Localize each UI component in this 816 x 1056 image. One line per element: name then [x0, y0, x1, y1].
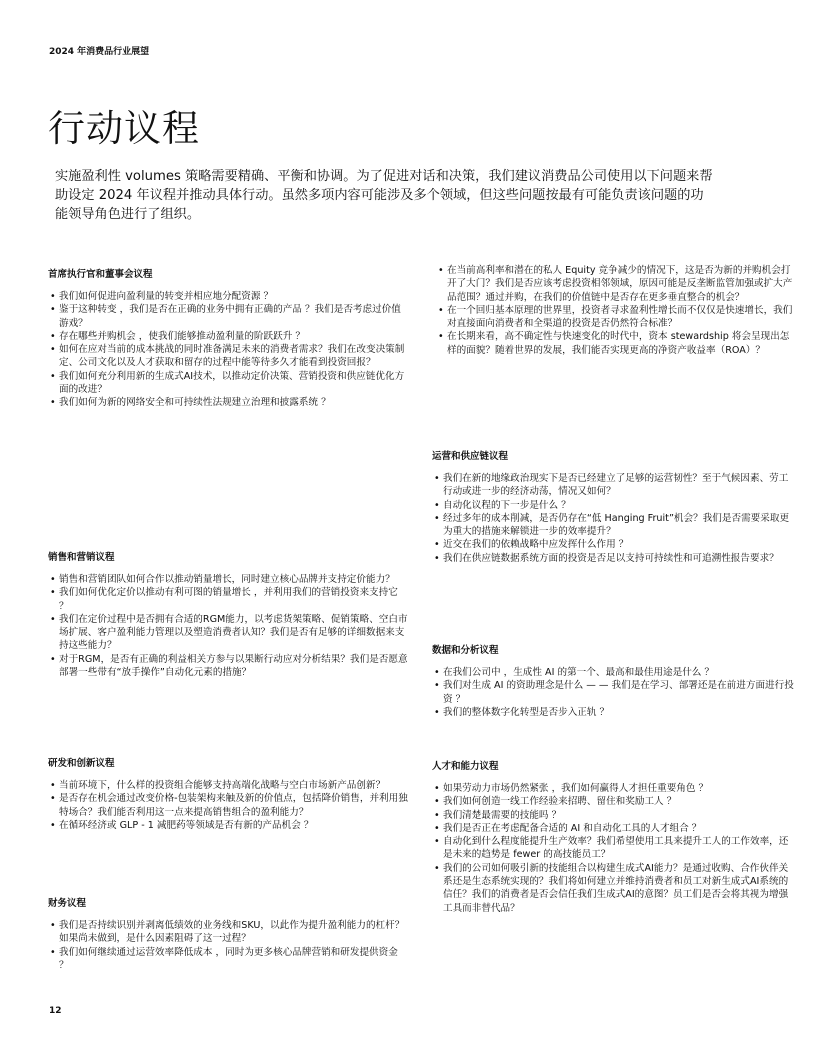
bullet-icon: •	[50, 291, 56, 302]
bullet-icon: •	[434, 796, 440, 808]
list-item	[432, 666, 794, 679]
list-item	[432, 512, 794, 539]
bullet-icon: •	[50, 344, 56, 356]
list-item	[48, 819, 408, 832]
list-item-text: 我们如何充分利用新的生成式AI技术，以推动定价决策、营销投资和供应链优化方面的改进？	[59, 370, 405, 396]
bullet-icon: •	[50, 653, 56, 665]
bullet-icon: •	[50, 613, 56, 625]
section-finance	[48, 895, 408, 972]
section-heading: 运营和供应链议程	[432, 451, 509, 462]
list-item-text: 我们清楚最需要的技能吗 ？	[443, 809, 562, 821]
list-item-text: 我们如何促进向盈利量的转变并相应地分配资源 ？	[59, 291, 274, 302]
bullet-list	[432, 472, 794, 565]
list-item-text: 我们在供应链数据系统方面的投资是否足以支持可持续性和可追溯性报告要求？	[443, 552, 779, 564]
list-item	[432, 795, 794, 808]
section-rnd	[48, 755, 408, 832]
bullet-icon: •	[50, 587, 56, 599]
list-item-text: 我们如何为新的网络安全和可持续性法规建立治理和披露系统 ？	[59, 397, 331, 409]
list-item-text: 我们如何创造一线工作经验来招聘、留住和奖励工人 ？	[443, 796, 677, 808]
list-item-text: 我们是否正在考虑配备合适的 AI 和自动化工具的人才组合 ？	[443, 822, 702, 834]
bullet-icon: •	[434, 499, 440, 511]
list-item-text: 近交在我们的依赖战略中应发挥什么作用 ？	[443, 539, 629, 551]
page-number: 12	[49, 1006, 62, 1016]
list-item	[432, 862, 794, 915]
list-item	[48, 303, 408, 330]
list-item-text: 对于RGM，是否有正确的利益相关方参与以果断行动应对分析结果？我们是否愿意部署一些带有“放手操作”自动化元素的措施？	[59, 653, 408, 679]
bullet-icon: •	[434, 809, 440, 821]
bullet-list	[432, 782, 794, 915]
section-heading: 数据和分析议程	[432, 645, 499, 656]
list-item	[432, 706, 794, 719]
bullet-list	[48, 573, 408, 679]
list-item-text: 是否存在机会通过改变价格-包装架构来触及新的价值点，包括降价销售，并利用独特场合？我们能否利用这一点来提高销售组合的盈利能力？	[59, 793, 408, 818]
list-item	[432, 472, 794, 499]
list-item	[48, 946, 408, 973]
list-item-text: 经过多年的成本削减，是否仍存在“低 Hanging Fruit”机会？我们是否需要采取更为重大的措施来解锁进一步的效率提升？	[443, 512, 790, 538]
bullet-icon: •	[50, 397, 56, 409]
list-item-text: 自动化到什么程度能提升生产效率？我们希望使用工具来提升工人的工作效率，还是未来的趋势是 fewer 的高技能员工？	[443, 836, 789, 861]
bullet-list	[48, 919, 408, 972]
intro-paragraph: 实施盈利性 volumes 策略需要精确、平衡和协调。为了促进对话和决策，我们建议消费品公司使用以下问题来帮助设定 2024 年议程并推动具体行动。虽然多项内容可能涉及多个领域，但这些问题按最有可能负责该问题的功能领导角色进行了组织。	[55, 169, 713, 222]
section-operations	[432, 448, 794, 565]
list-item-text: 在当前高利率和潜在的私人 Equity 竞争减少的情况下，这是否为新的并购机会打开了大门？我们是否应该考虑投资相邻领域，原因可能是反垄断监管加强或扩大产品范围？通过并购，在我们的价值链中是否存在更多垂直整合的机会？	[447, 265, 793, 303]
bullet-icon: •	[438, 331, 444, 343]
list-item-text: 我们在新的地缘政治现实下是否已经建立了足够的运营韧性？至于气候因素、劳工行动或进一步的经济动荡，情况又如何？	[443, 473, 789, 498]
list-item-text: 我们对生成 AI 的资助理念是什么 — — 我们是在学习、部署还是在前进方面进行投资 ？	[443, 680, 794, 705]
bullet-icon: •	[50, 330, 56, 342]
list-item	[432, 822, 794, 835]
list-item	[432, 538, 794, 551]
list-item	[48, 653, 408, 680]
list-item	[432, 782, 794, 795]
bullet-icon: •	[434, 539, 440, 551]
list-item-text: 鉴于这种转变 ，我们是否在正确的业务中拥有正确的产品 ？我们是否考虑过价值游戏？	[59, 304, 401, 329]
bullet-icon: •	[434, 836, 440, 848]
list-item-text: 如何在应对当前的成本挑战的同时准备满足未来的消费者需求？我们在改变决策制定、公司文化以及人才获取和留存的过程中能等待多久才能看到投资回报？	[59, 344, 405, 369]
list-item-text: 我们在定价过程中是否拥有合适的RGM能力，以考虑货架策略、促销策略、空白市场扩展、客户盈利能力管理以及塑造消费者认知？我们是否有足够的详细数据来支持这些能力？	[59, 613, 408, 652]
list-item-text: 在我们公司中 ，生成性 AI 的第一个、最高和最佳用途是什么 ？	[443, 667, 715, 678]
section-heading: 首席执行官和董事会议程	[48, 269, 153, 280]
list-item-text: 当前环境下，什么样的投资组合能够支持高端化战略与空白市场新产品创新？	[59, 780, 386, 791]
running-header: 2024 年消费品行业展望	[49, 47, 150, 57]
bullet-icon: •	[50, 793, 56, 805]
section-sales	[48, 549, 408, 679]
list-item-text: 我们的整体数字化转型是否步入正轨 ？	[443, 706, 610, 718]
list-item	[432, 499, 794, 512]
bullet-icon: •	[438, 265, 444, 276]
list-item	[436, 304, 794, 331]
bullet-list	[48, 290, 408, 410]
section-heading: 研发和创新议程	[48, 758, 115, 769]
list-item-text: 我们如何继续通过运营效率降低成本 ，同时为更多核心品牌营销和研发提供资金 ？	[59, 946, 398, 971]
list-item	[48, 779, 408, 792]
list-item-text: 我们是否持续识别并剥离低绩效的业务线和SKU，以此作为提升盈利能力的杠杆？如果尚未做到，是什么因素阻碍了这一过程？	[59, 920, 405, 945]
list-item-text: 存在哪些并购机会 ，使我们能够推动盈利量的阶跃跃升 ？	[59, 330, 305, 342]
list-item	[48, 370, 408, 397]
list-item	[432, 835, 794, 862]
list-item	[436, 330, 794, 357]
bullet-icon: •	[434, 667, 440, 678]
bullet-icon: •	[50, 304, 56, 316]
list-item-text: 自动化议程的下一步是什么 ？	[443, 499, 571, 511]
bullet-list	[48, 779, 408, 832]
bullet-icon: •	[50, 920, 56, 931]
bullet-icon: •	[434, 552, 440, 564]
bullet-icon: •	[434, 512, 440, 524]
list-item-text: 我们如何优化定价以推动有利可图的销量增长 ，并利用我们的营销投资来支持它 ？	[59, 587, 398, 612]
list-item	[48, 330, 408, 343]
list-item	[436, 264, 794, 304]
bullet-icon: •	[434, 680, 440, 692]
list-item	[48, 613, 408, 653]
bullet-icon: •	[434, 862, 440, 874]
bullet-icon: •	[434, 783, 440, 794]
list-item	[432, 552, 794, 565]
bullet-icon: •	[50, 370, 56, 382]
section-heading: 财务议程	[48, 898, 87, 909]
list-item	[48, 792, 408, 819]
section-ceo-board-continued	[436, 264, 794, 357]
page-title: 行动议程	[48, 107, 200, 150]
section-heading: 销售和营销议程	[48, 552, 115, 563]
bullet-icon: •	[434, 706, 440, 718]
section-ceo-board	[48, 266, 408, 410]
list-item	[48, 396, 408, 409]
section-data-analytics	[432, 642, 794, 719]
list-item	[432, 809, 794, 822]
bullet-icon: •	[50, 780, 56, 791]
section-talent	[432, 758, 794, 915]
list-item-text: 如果劳动力市场仍然紧张 ，我们如何赢得人才担任重要角色 ？	[443, 783, 709, 794]
section-heading: 人才和能力议程	[432, 761, 499, 772]
bullet-list	[436, 264, 794, 357]
bullet-icon: •	[50, 574, 56, 585]
bullet-icon: •	[434, 473, 440, 484]
bullet-list	[432, 666, 794, 719]
list-item	[48, 343, 408, 370]
list-item	[432, 679, 794, 706]
bullet-icon: •	[50, 946, 56, 958]
list-item	[48, 573, 408, 586]
list-item-text: 在长期来看，高不确定性与快速变化的时代中，资本 stewardship 将会呈现出怎样的面貌？随着世界的发展，我们能否实现更高的净资产收益率（ROA）？	[447, 331, 790, 356]
list-item-text: 我们的公司如何吸引新的技能组合以构建生成式AI能力？是通过收购、合作伙伴关系还是生态系统实现的？我们将如何建立并维持消费者和员工对新生成式AI系统的信任？我们的消费者是否会信任我们生成式AI的意图？员工们是否会将其视为增强工具而非替代品？	[443, 862, 789, 914]
list-item	[48, 586, 408, 613]
list-item-text: 在循环经济或 GLP - 1 减肥药等领域是否有新的产品机会 ？	[59, 819, 314, 831]
list-item-text: 在一个回归基本原理的世界里，投资者寻求盈利性增长而不仅仅是快速增长，我们对直接面向消费者和全渠道的投资是否仍然符合标准？	[447, 304, 793, 330]
list-item	[48, 919, 408, 946]
list-item	[48, 290, 408, 303]
list-item-text: 销售和营销团队如何合作以推动销量增长，同时建立核心品牌并支持定价能力？	[59, 574, 395, 585]
bullet-icon: •	[438, 304, 444, 316]
bullet-icon: •	[434, 822, 440, 834]
bullet-icon: •	[50, 819, 56, 831]
